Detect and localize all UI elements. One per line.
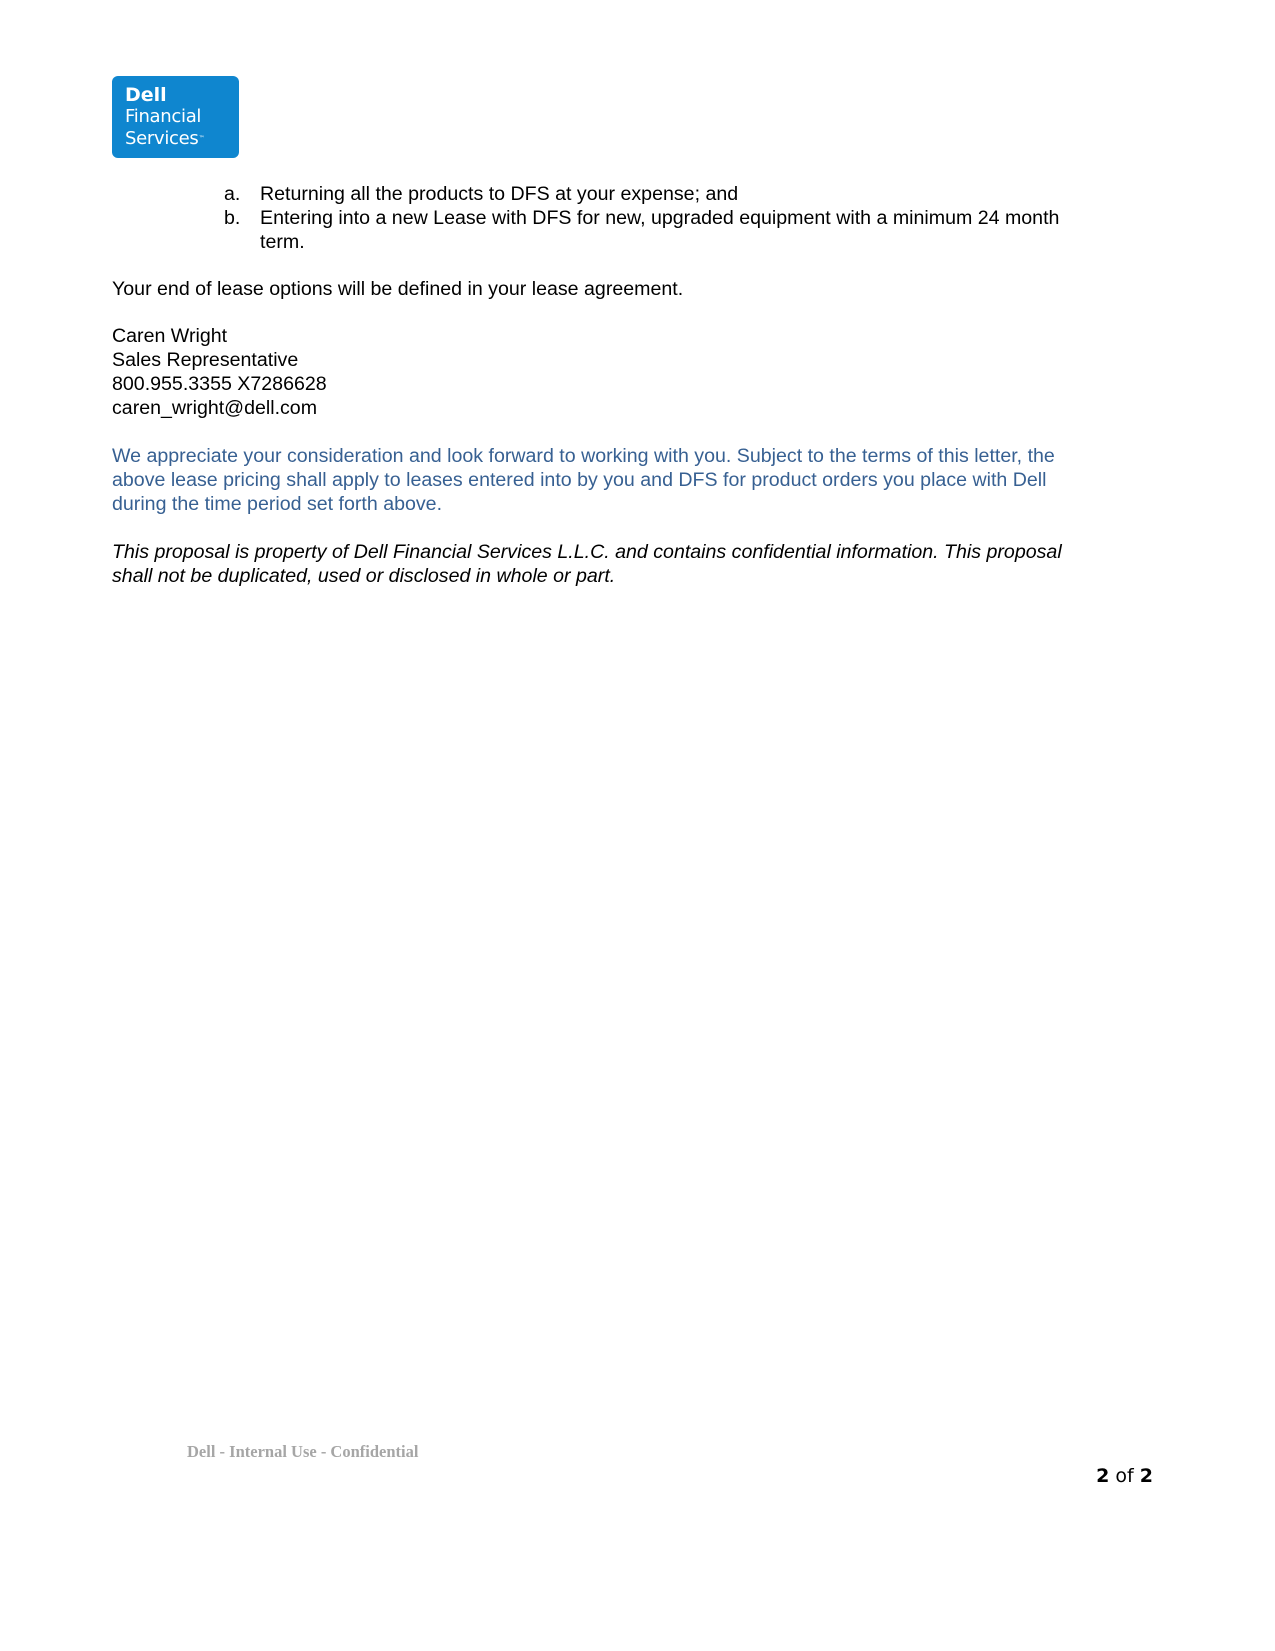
list-marker-a: a.	[224, 183, 241, 205]
signature-phone: 800.955.3355 X7286628	[112, 373, 327, 395]
signature-title: Sales Representative	[112, 349, 299, 371]
dell-financial-services-logo	[112, 76, 239, 158]
footer-classification: Dell - Internal Use - Confidential	[187, 1442, 419, 1461]
list-item-b-line-2: term.	[260, 231, 305, 253]
signature-name: Caren Wright	[112, 325, 228, 347]
confidential-notice-line-1: This proposal is property of Dell Financial Services L.L.C. and contains confidential information. This proposal	[112, 541, 1062, 563]
appreciation-line-3: during the time period set forth above.	[112, 493, 443, 515]
page-number: 2 of 2	[1096, 1465, 1153, 1487]
appreciation-line-2: above lease pricing shall apply to leases entered into by you and DFS for product orders you place with Dell	[112, 469, 1047, 491]
logo-line-2: Financial	[125, 106, 202, 127]
list-item-a: Returning all the products to DFS at your expense; and	[260, 183, 739, 205]
signature-email: caren_wright@dell.com	[112, 397, 318, 419]
end-of-lease-text: Your end of lease options will be defined in your lease agreement.	[112, 278, 684, 300]
confidential-notice-line-2: shall not be duplicated, used or disclosed in whole or part.	[112, 565, 616, 587]
appreciation-line-1: We appreciate your consideration and look forward to working with you. Subject to the terms of this letter, the	[112, 445, 1055, 467]
list-marker-b: b.	[224, 207, 241, 229]
logo-line-1: Dell	[125, 84, 167, 106]
list-item-b-line-1: Entering into a new Lease with DFS for new, upgraded equipment with a minimum 24 month	[260, 207, 1060, 229]
logo-line-3: Services™	[125, 128, 205, 149]
